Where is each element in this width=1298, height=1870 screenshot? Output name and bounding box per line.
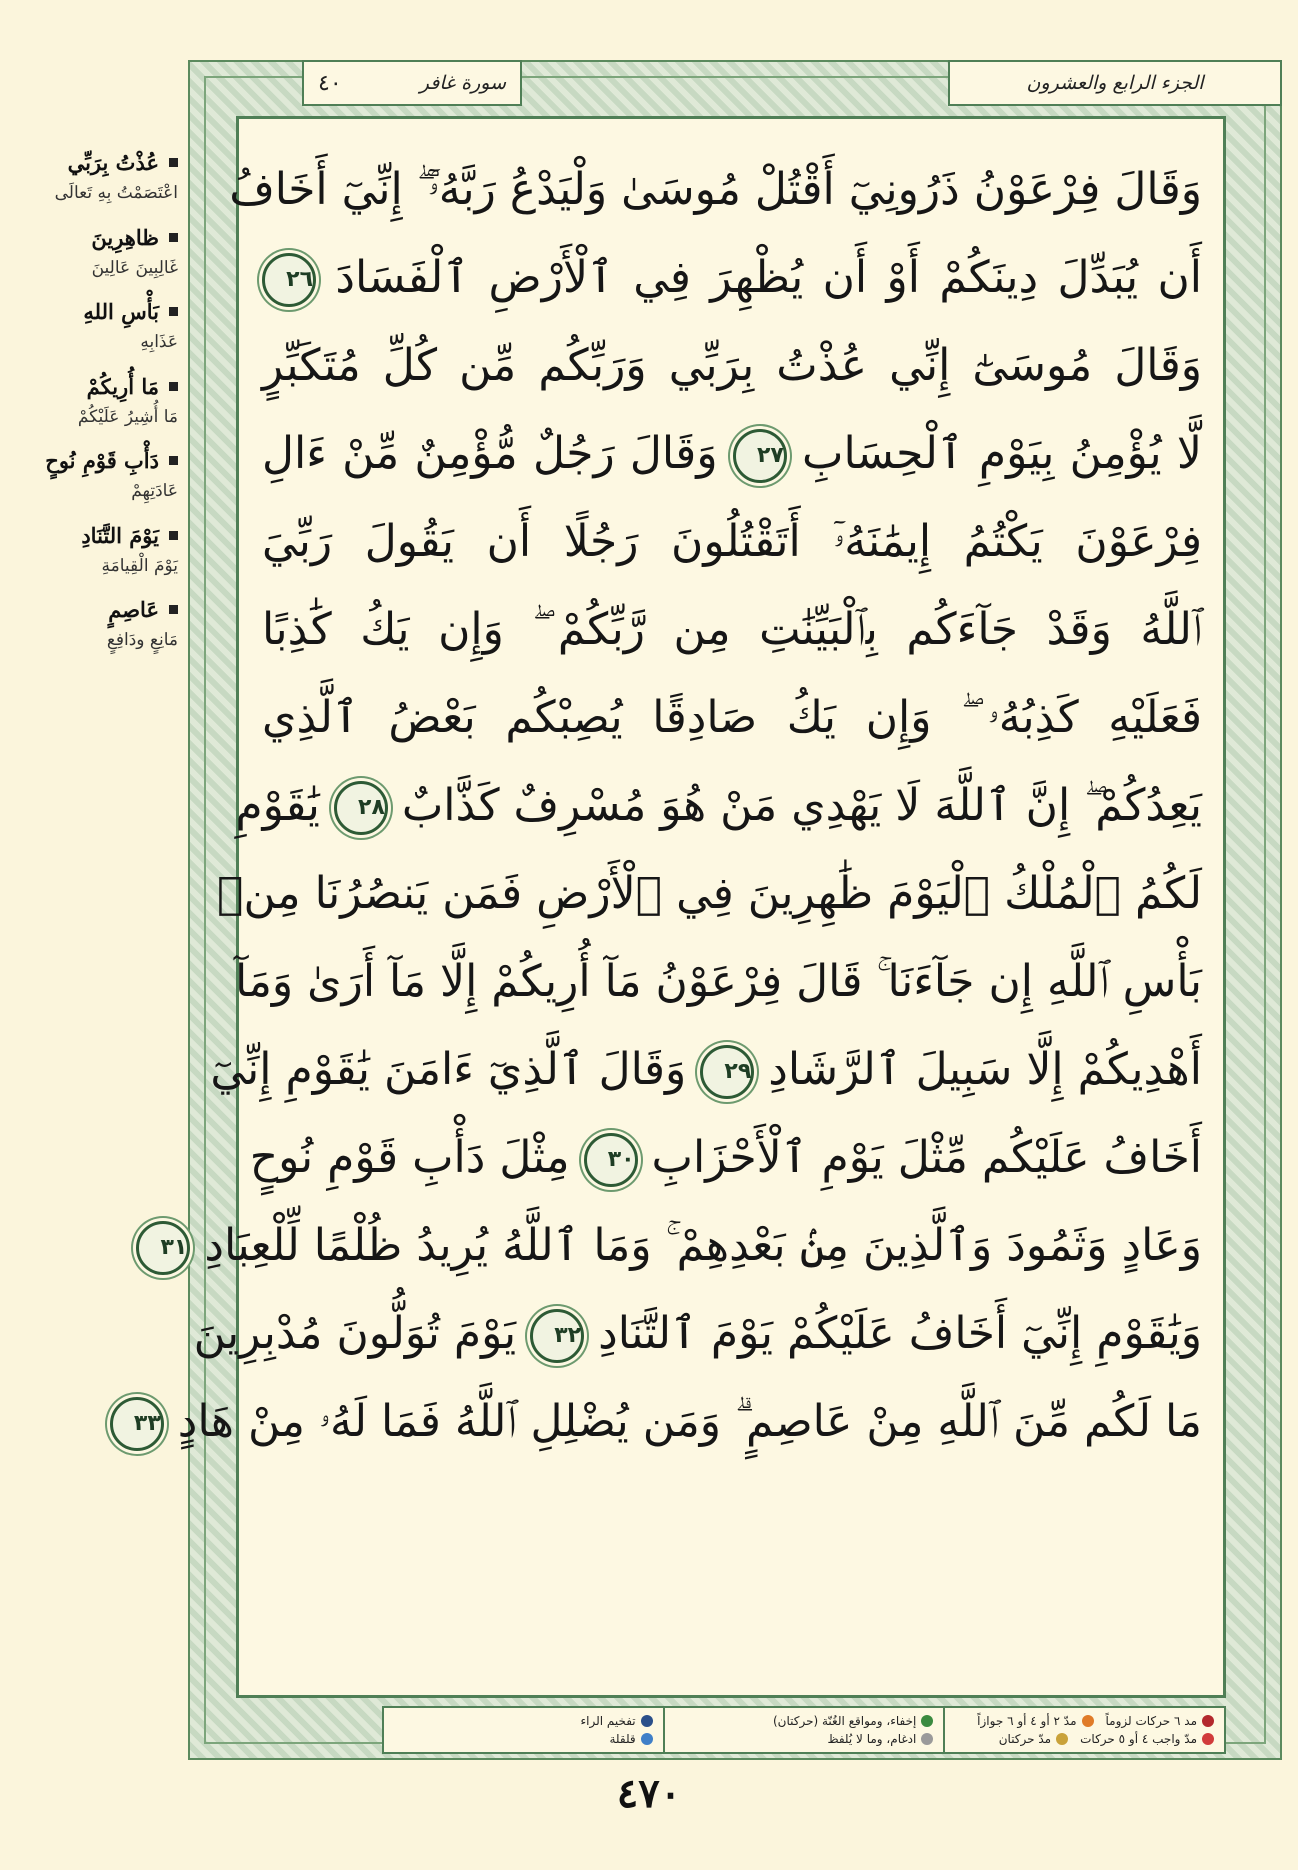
- color-dot-icon: [1082, 1715, 1094, 1727]
- color-dot-icon: [1202, 1715, 1214, 1727]
- glossary-entry: [18, 150, 178, 207]
- glossary-entry: [18, 225, 178, 282]
- legend-label: مدّ واجب ٤ أو ٥ حركات: [1080, 1732, 1197, 1746]
- verse-text: يَٰقَوْمِ: [235, 780, 320, 831]
- glossary-entry: [18, 299, 178, 356]
- page-number: ٤٧٠: [616, 1770, 682, 1817]
- surah-name: سورة غافر: [419, 72, 506, 94]
- bullet-square-icon: [169, 382, 178, 391]
- legend-item: [999, 1732, 1068, 1746]
- verse-text: وَعَادٍ وَثَمُودَ وَٱلَّذِينَ مِنۢ بَعْدِهِمْ ۚ وَمَا ٱللَّهُ يُرِيدُ ظُلْمًا لِّلْعِبَادِ: [204, 1220, 1202, 1271]
- bullet-square-icon: [169, 456, 178, 465]
- color-dot-icon: [1056, 1733, 1068, 1745]
- glossary-term: دَأْبِ قَوْمِ نُوحٍ: [45, 448, 159, 473]
- glossary-definition: عَذَابِهِ: [140, 332, 178, 352]
- legend-label: مدّ ٢ أو ٤ أو ٦ جوازاً: [977, 1714, 1077, 1728]
- glossary-term: ظاهِرِينَ: [91, 224, 159, 250]
- bullet-square-icon: [169, 158, 178, 167]
- color-dot-icon: [1202, 1733, 1214, 1745]
- surah-number: ٤٠: [318, 70, 342, 96]
- verse-text: مَا لَكُم مِّنَ ٱللَّهِ مِنْ عَاصِمٍ ۗ وَمَن يُضْلِلِ ٱللَّهُ فَمَا لَهُۥ مِنْ هَادٍ: [177, 1396, 1202, 1447]
- ayah-number-marker: ٢٦: [262, 253, 316, 307]
- verse-text: وَقَالَ رَجُلٌ مُّؤْمِنٌ مِّنْ ءَالِ: [262, 428, 718, 479]
- verse-line: [229, 146, 1202, 234]
- verse-text: وَقَالَ مُوسَىٰٓ إِنِّي عُذْتُ بِرَبِّي وَرَبِّكُم مِّن كُلِّ مُتَكَبِّرٍ: [262, 340, 1202, 391]
- tajweed-legend: [382, 1706, 1226, 1754]
- legend-item: [1080, 1732, 1214, 1746]
- legend-item: [1106, 1714, 1215, 1728]
- ayah-number-marker: ٣١: [136, 1221, 190, 1275]
- ayah-number-marker: ٢٨: [334, 781, 388, 835]
- glossary-definition: غَالِبِينَ عَالِينَ: [91, 257, 178, 278]
- glossary-definition: مَانِعٍ ودَافِعٍ: [106, 630, 178, 650]
- margin-glossary: [18, 150, 178, 672]
- verse-text: أَن يُبَدِّلَ دِينَكُمْ أَوْ أَن يُظْهِرَ فِي ٱلْأَرْضِ ٱلْفَسَادَ: [335, 252, 1202, 303]
- color-dot-icon: [921, 1733, 933, 1745]
- bullet-square-icon: [169, 307, 178, 316]
- legend-label: ادغام، وما لا يُلفظ: [827, 1732, 917, 1746]
- legend-item: [394, 1732, 653, 1746]
- legend-item: [675, 1714, 934, 1728]
- verse-line: [193, 1290, 1202, 1378]
- verse-text: يَوْمَ تُوَلُّونَ مُدْبِرِينَ: [193, 1308, 517, 1359]
- verse-text: وَقَالَ فِرْعَوْنُ ذَرُونِيٓ أَقْتُلْ مُوسَىٰ وَلْيَدْعُ رَبَّهُۥٓ ۖ إِنِّيٓ أَخَافُ: [229, 164, 1202, 215]
- glossary-entry: [18, 374, 178, 431]
- verse-text: أَخَافُ عَلَيْكُم مِّثْلَ يَوْمِ ٱلْأَحْزَابِ: [651, 1132, 1202, 1183]
- juz-label: الجزء الرابع والعشرون: [1026, 72, 1204, 94]
- glossary-definition: عَادَتِهِمْ: [131, 481, 178, 501]
- verse-line: [235, 762, 1202, 850]
- ayah-number-marker: ٢٧: [733, 429, 787, 483]
- legend-label: مد ٦ حركات لزوماً: [1105, 1714, 1197, 1728]
- verse-line: [262, 322, 1202, 410]
- legend-label: مدّ حركتان: [998, 1732, 1052, 1746]
- ayah-number-marker: ٣٠: [584, 1133, 638, 1187]
- glossary-term: بَأْسِ اللهِ: [83, 299, 159, 324]
- verse-text: ٱللَّهُ وَقَدْ جَآءَكُم بِٱلْبَيِّنَٰتِ مِن رَّبِّكُمْ ۖ وَإِن يَكُ كَٰذِبًا: [262, 604, 1202, 655]
- verse-line: [133, 1378, 1202, 1466]
- color-dot-icon: [641, 1733, 653, 1745]
- glossary-entry: [18, 597, 178, 654]
- verse-line: [262, 674, 1202, 762]
- verse-text: بَأْسِ ٱللَّهِ إِن جَآءَنَا ۚ قَالَ فِرْعَوْنُ مَآ أُرِيكُمْ إِلَّا مَآ أَرَىٰ وَمَآ: [234, 956, 1202, 1007]
- color-dot-icon: [641, 1715, 653, 1727]
- verse-line: [262, 498, 1202, 586]
- legend-label: تفخيم الراء: [580, 1714, 636, 1728]
- verse-line: [234, 938, 1202, 1026]
- juz-header: [948, 60, 1282, 106]
- legend-item: [977, 1714, 1093, 1728]
- verse-text: يَعِدُكُمْ ۖ إِنَّ ٱللَّهَ لَا يَهْدِي مَنْ هُوَ مُسْرِفٌ كَذَّابٌ: [401, 780, 1202, 831]
- legend-column-ghunnah: [663, 1708, 944, 1752]
- verse-line: [217, 850, 1202, 938]
- verse-text: لَكُمُ ٱلْمُلْكُ ٱلْيَوْمَ ظَٰهِرِينَ فِي ٱلْأَرْضِ فَمَن يَنصُرُنَا مِنۢ: [217, 868, 1202, 919]
- verse-text: وَيَٰقَوْمِ إِنِّيٓ أَخَافُ عَلَيْكُمْ يَوْمَ ٱلتَّنَادِ: [598, 1308, 1202, 1359]
- verse-text: وَقَالَ ٱلَّذِيٓ ءَامَنَ يَٰقَوْمِ إِنِّيٓ: [210, 1044, 687, 1095]
- legend-item: [394, 1714, 653, 1728]
- color-dot-icon: [921, 1715, 933, 1727]
- surah-header: [302, 60, 522, 106]
- ayah-number-marker: ٣٣: [110, 1397, 164, 1451]
- ayah-number-marker: ٢٩: [700, 1045, 754, 1099]
- glossary-entry: [18, 523, 178, 580]
- bullet-square-icon: [169, 605, 178, 614]
- verse-line: [262, 234, 1202, 322]
- bullet-square-icon: [169, 531, 178, 540]
- glossary-term: يَوْمَ التَّنَادِ: [81, 522, 159, 548]
- verse-line: [262, 586, 1202, 674]
- verse-line: [249, 1114, 1202, 1202]
- glossary-term: عُذْتُ بِرَبِّي: [67, 150, 159, 175]
- verse-text: أَهْدِيكُمْ إِلَّا سَبِيلَ ٱلرَّشَادِ: [768, 1044, 1202, 1095]
- glossary-term: عَاصِمٍ: [108, 597, 159, 622]
- verse-text: فَعَلَيْهِ كَذِبُهُۥ ۖ وَإِن يَكُ صَادِقًا يُصِبْكُم بَعْضُ ٱلَّذِي: [262, 692, 1202, 743]
- legend-column-tafkheem: [384, 1708, 663, 1752]
- legend-item: [675, 1732, 934, 1746]
- legend-column-madd: [943, 1708, 1224, 1752]
- glossary-term: مَا أُرِيكُمْ: [86, 373, 159, 399]
- glossary-definition: يَوْمَ الْقِيامَةِ: [101, 555, 178, 576]
- bullet-square-icon: [169, 233, 178, 242]
- glossary-entry: [18, 448, 178, 505]
- verse-line: [262, 410, 1202, 498]
- ayah-number-marker: ٣٢: [530, 1309, 584, 1363]
- verse-line: [160, 1202, 1202, 1290]
- verse-text: مِثْلَ دَأْبِ قَوْمِ نُوحٍ: [249, 1132, 570, 1183]
- glossary-definition: اعْتَصَمْتُ بِهِ تَعالَى: [54, 183, 178, 203]
- verse-text: لَّا يُؤْمِنُ بِيَوْمِ ٱلْحِسَابِ: [802, 428, 1202, 479]
- legend-label: قلقلة: [609, 1732, 636, 1746]
- glossary-definition: مَا أُشِيرُ عَلَيْكُمْ: [77, 406, 178, 427]
- verse-line: [210, 1026, 1202, 1114]
- legend-label: إخفاء، ومواقع الغُنّة (حركتان): [772, 1714, 917, 1728]
- verse-text: فِرْعَوْنَ يَكْتُمُ إِيمَٰنَهُۥٓ أَتَقْتُلُونَ رَجُلًا أَن يَقُولَ رَبِّيَ: [262, 516, 1202, 567]
